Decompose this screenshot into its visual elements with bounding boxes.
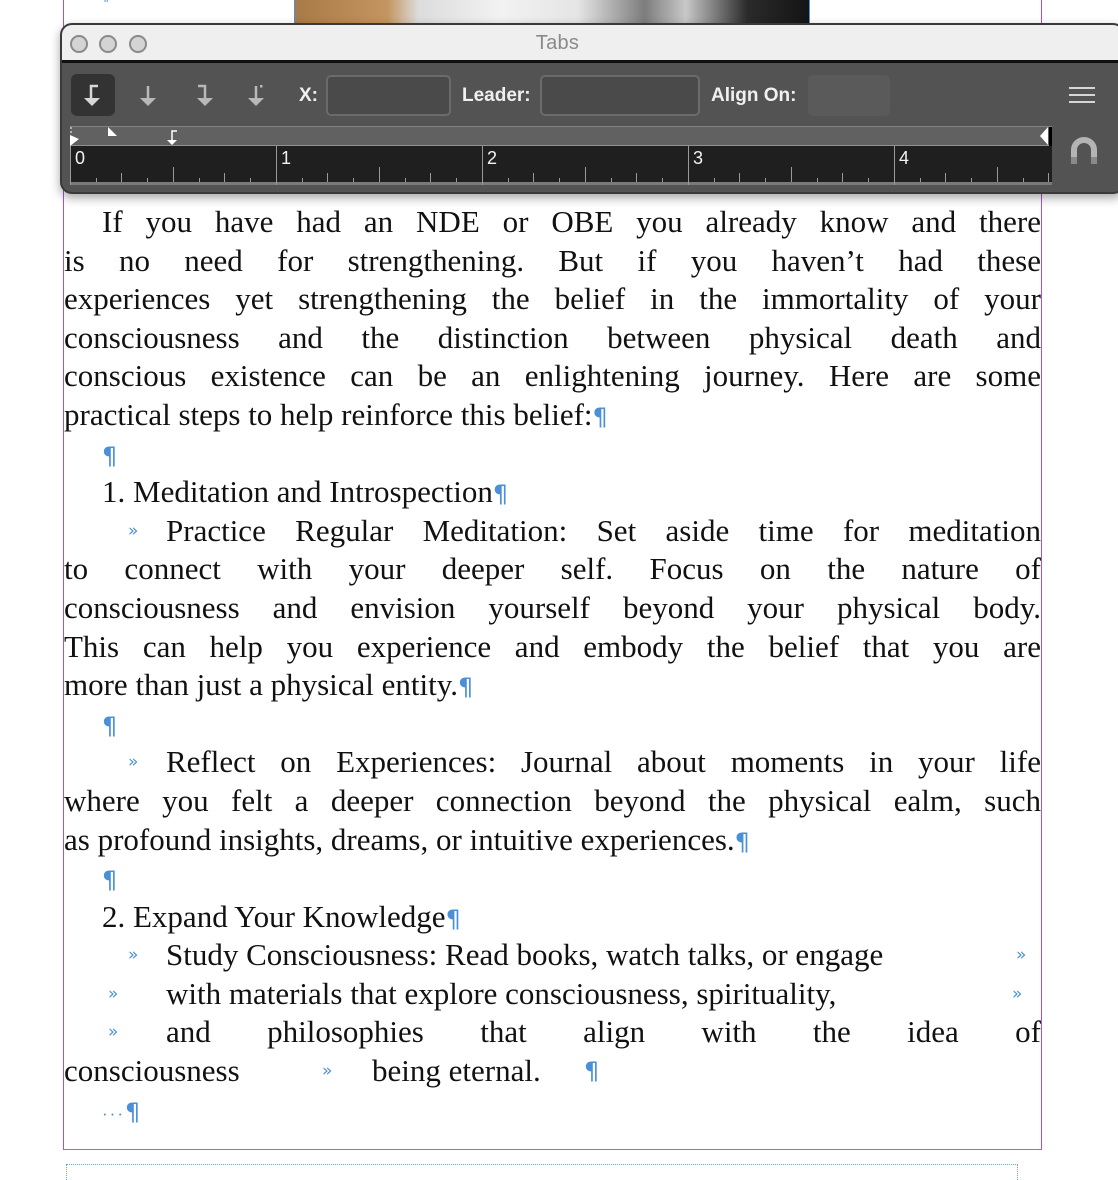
text-line: more than just a physical entity.¶ (64, 667, 474, 703)
tab-marker-icon: » (128, 752, 139, 773)
center-tab-icon (135, 80, 161, 110)
text-line: as profound insights, dreams, or intuitive experiences.¶ (64, 821, 750, 857)
leader-label: Leader: (462, 85, 531, 106)
text-line: consciousness and the distinction between physical death and (64, 319, 1041, 355)
snap-magnet-icon[interactable] (1071, 137, 1097, 165)
decimal-tab-button[interactable] (235, 74, 279, 116)
empty-paragraph: ···¶ (102, 1097, 141, 1126)
text-line: experiences yet strengthening the belief in the immortality of your (64, 281, 1041, 317)
first-line-indent-marker-icon[interactable] (70, 127, 82, 147)
tab-stop-strip[interactable] (70, 126, 1052, 146)
text-line: practical steps to help reinforce this belief:¶ (64, 396, 608, 432)
right-indent-marker-icon[interactable] (1038, 127, 1052, 147)
panel-menu-icon[interactable] (1069, 87, 1095, 103)
decimal-tab-icon (244, 80, 270, 110)
x-position-input[interactable] (326, 75, 451, 116)
ruler-label: 3 (693, 148, 704, 168)
empty-paragraph (64, 859, 1041, 898)
tab-marker-icon: » (322, 1061, 333, 1082)
text-line: to connect with your deeper self. Focus on the nature of (64, 551, 1041, 587)
pilcrow-icon: ¶ (102, 711, 118, 740)
left-tab-icon (80, 80, 106, 110)
tab-ruler[interactable] (70, 146, 1052, 185)
pilcrow-icon: ¶ (102, 866, 118, 895)
tab-marker-icon: » (108, 1022, 119, 1043)
align-on-input[interactable] (808, 75, 890, 116)
tab-marker-icon: » (128, 945, 139, 966)
text-line: is no need for strengthening. But if you haven’t had these (64, 242, 1041, 278)
heading-expand-knowledge: 2. Expand Your Knowledge¶ (102, 898, 461, 934)
pilcrow-icon: ¶ (102, 441, 118, 470)
pilcrow-icon: ¶ (124, 1097, 141, 1126)
left-indent-marker-icon[interactable] (107, 127, 119, 139)
ruler-label: 2 (487, 148, 498, 168)
align-on-label: Align On: (711, 85, 797, 106)
x-label: X: (299, 85, 318, 106)
text-line: » Practice Regular Meditation: Set aside time for meditation (64, 512, 1041, 551)
ruler-label: 0 (75, 148, 86, 168)
left-justified-tab-button[interactable] (71, 74, 115, 116)
text-line: consciousness » being eternal. ¶ (64, 1052, 1041, 1091)
text-line: conscious existence can be an enlightening journey. Here are some (64, 358, 1041, 394)
text-line: If you have had an NDE or OBE you already know and there (102, 204, 1041, 239)
empty-paragraph (64, 705, 1041, 744)
tabs-panel (60, 23, 1118, 194)
tab-marker-icon: » (1016, 945, 1027, 966)
leader-input[interactable] (540, 75, 700, 116)
heading-meditation: 1. Meditation and Introspection¶ (102, 474, 509, 510)
panel-title-bar[interactable] (62, 25, 1118, 63)
pilcrow-icon: ¶ (458, 673, 474, 702)
pilcrow-icon: ¶ (445, 904, 461, 933)
text-line: This can help you experience and embody the belief that you are (64, 628, 1041, 664)
tabs-controls (62, 63, 1118, 125)
frame-marker: " (104, 0, 109, 11)
next-text-frame[interactable] (66, 1164, 1018, 1180)
right-justified-tab-button[interactable] (181, 74, 225, 116)
pilcrow-icon: ¶ (492, 480, 509, 509)
text-line: » Study Consciousness: Read books, watch talks, or engage » (64, 936, 1041, 975)
ruler-label: 1 (281, 148, 292, 168)
pilcrow-icon: ¶ (584, 1057, 600, 1086)
tab-marker-icon: » (1012, 983, 1023, 1004)
tab-marker-icon: » (108, 983, 119, 1004)
pilcrow-icon: ¶ (734, 827, 750, 856)
empty-paragraph (64, 435, 1041, 474)
center-justified-tab-button[interactable] (126, 74, 170, 116)
text-line: » Reflect on Experiences: Journal about moments in your life (64, 743, 1041, 782)
panel-title: Tabs (535, 32, 580, 54)
right-tab-icon (190, 80, 216, 110)
placed-photo[interactable] (294, 0, 810, 24)
story-text[interactable] (64, 203, 1041, 1129)
text-line: consciousness and envision yourself beyond your physical body. (64, 589, 1041, 625)
tab-marker-icon: » (128, 520, 139, 541)
text-line: » and philosophies that align with the idea of (64, 1013, 1041, 1052)
text-line: where you felt a deeper connection beyond the physical ealm, such (64, 782, 1041, 818)
tab-stop-marker-icon[interactable] (166, 129, 180, 147)
ruler-label: 4 (899, 148, 910, 168)
pilcrow-icon: ¶ (592, 402, 608, 431)
text-line: » with materials that explore consciousness, spirituality, » (64, 975, 1041, 1014)
